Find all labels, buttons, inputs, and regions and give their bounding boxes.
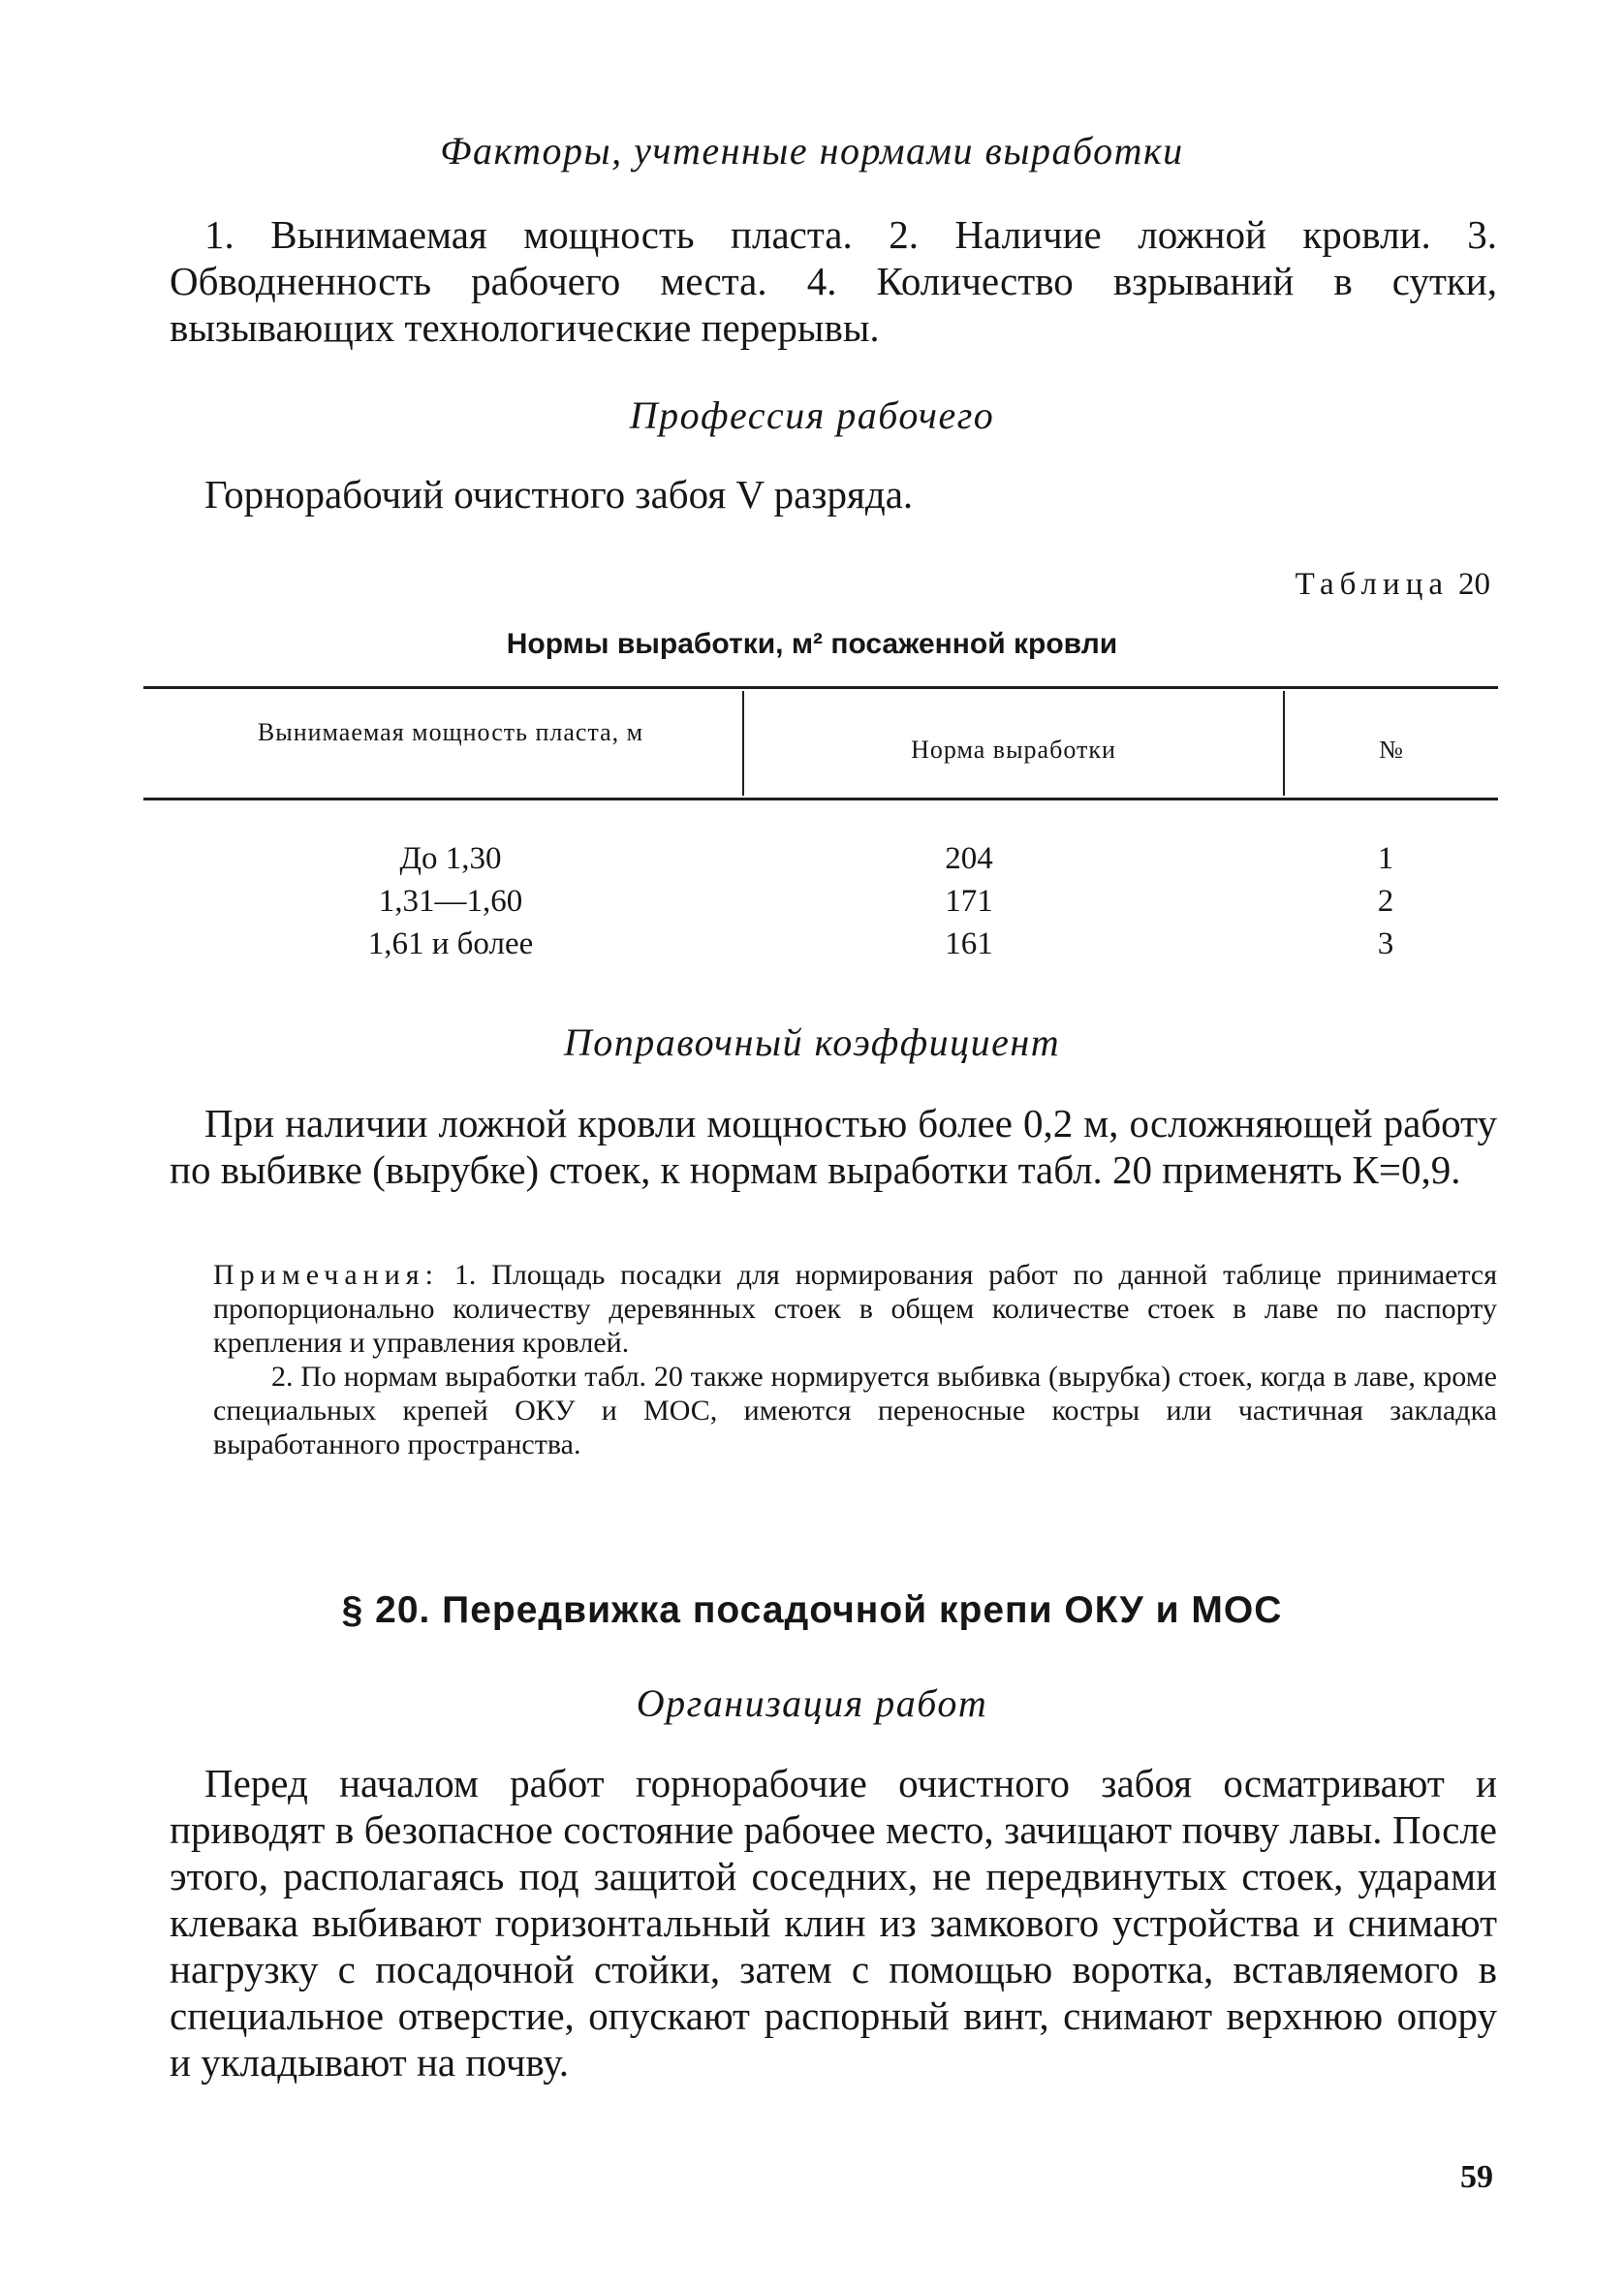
factors-heading: Факторы, учтенные нормами выработки bbox=[440, 129, 1184, 173]
profession-heading: Профессия рабочего bbox=[629, 393, 995, 437]
factors-text: 1. Вынимаемая мощность пласта. 2. Наличие ложной кровли. 3. Обводненность рабочего места. 4. Количество взрываний в сутки, вызывающих технологические перерывы. bbox=[170, 212, 1497, 350]
table-label bbox=[1296, 567, 1490, 603]
notes-block bbox=[213, 1258, 1497, 1461]
cell-number: 2 bbox=[1377, 884, 1394, 919]
header-thickness: Вынимаемая мощность пласта, м bbox=[257, 718, 644, 746]
header-norm: Норма выработки bbox=[911, 736, 1116, 764]
table-label-word: Таблица bbox=[1295, 567, 1449, 602]
cell-number: 1 bbox=[1377, 841, 1394, 876]
organization-heading: Организация работ bbox=[636, 1681, 988, 1725]
cell-thickness: До 1,30 bbox=[399, 841, 502, 876]
cell-norm: 171 bbox=[945, 884, 993, 919]
table-top-rule bbox=[143, 686, 1498, 689]
correction-heading: Поправочный коэффициент bbox=[563, 1020, 1061, 1064]
correction-section bbox=[0, 1020, 1624, 1066]
table-header-rule bbox=[143, 798, 1498, 800]
header-number: № bbox=[1379, 736, 1404, 764]
organization-section bbox=[0, 1680, 1624, 1727]
cell-thickness: 1,31—1,60 bbox=[378, 884, 523, 919]
table-caption: Нормы выработки, м² посаженной кровли bbox=[506, 628, 1118, 660]
note-1 bbox=[213, 1258, 1497, 1360]
profession-text: Горнорабочий очистного забоя V разряда. bbox=[204, 472, 914, 517]
organization-text: Перед началом работ горнорабочие очистного забоя осматривают и приводят в безопасное состояние рабочее место, зачищают почву лавы. После этого, располагаясь под защитой соседних, не передвинутых стоек, ударами клевака выбивают горизонтальный клин из замкового устройства и снимают нагрузку с посадочной стойки, затем с помощью воротка, вставляемого в специальное отверстие, опускают распорный винт, снимают верхнюю опору и укладывают на почву. bbox=[170, 1761, 1497, 2085]
cell-norm: 161 bbox=[945, 926, 993, 961]
note-2: 2. По нормам выработки табл. 20 также нормируется выбивка (вырубка) стоек, когда в лаве, кроме специальных крепей ОКУ и МОС, имеются переносные костры или частичная закладка выработанного пространства. bbox=[213, 1361, 1497, 1460]
note-1-text: 1. Площадь посадки для нормирования работ по данной таблице принимается пропорционально количеству деревянных стоек в общем количестве стоек в лаве по паспорту крепления и управления кровлей. bbox=[213, 1259, 1497, 1359]
table-number: 20 bbox=[1458, 567, 1490, 602]
profession-section bbox=[0, 392, 1624, 439]
section-title: § 20. Передвижка посадочной крепи ОКУ и МОС bbox=[341, 1589, 1283, 1631]
correction-text: При наличии ложной кровли мощностью более 0,2 м, осложняющей работу по выбивке (вырубке) стоек, к нормам выработки табл. 20 применять К=0,9. bbox=[170, 1101, 1497, 1192]
cell-norm: 204 bbox=[945, 841, 993, 876]
factors-section bbox=[0, 128, 1624, 174]
cell-thickness: 1,61 и более bbox=[367, 926, 534, 961]
cell-number: 3 bbox=[1377, 926, 1394, 961]
notes-label: Примечания: bbox=[213, 1259, 439, 1291]
page-number: 59 bbox=[1460, 2159, 1493, 2195]
